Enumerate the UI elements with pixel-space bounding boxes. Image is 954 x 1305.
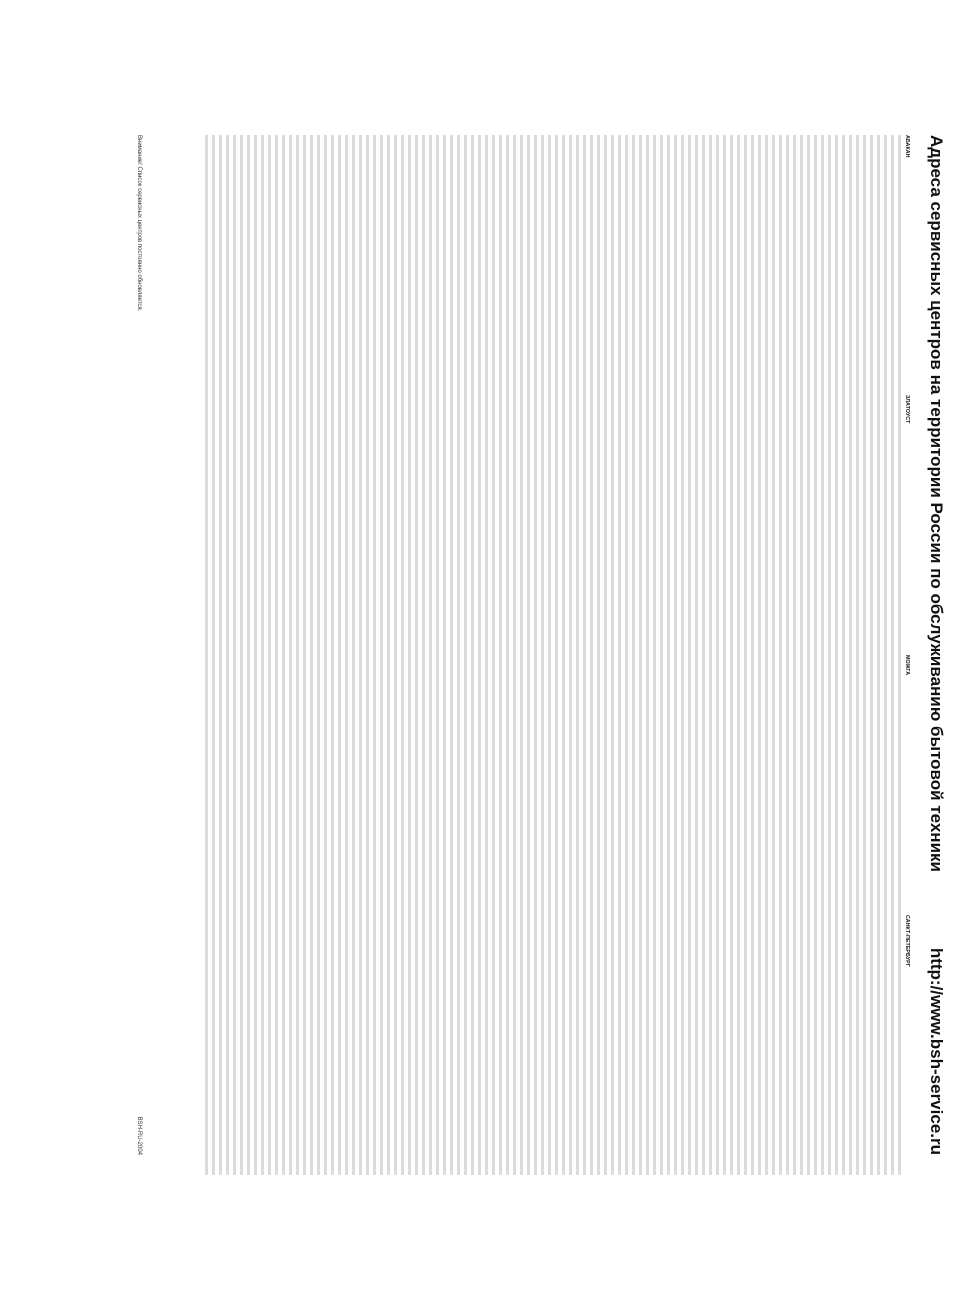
listing-text-block bbox=[201, 655, 901, 915]
list-item bbox=[903, 915, 910, 1175]
listing-column bbox=[145, 915, 910, 1175]
listing-text-block bbox=[201, 135, 901, 395]
listing-text-block bbox=[201, 395, 901, 655]
website-url[interactable]: http://www.bsh-service.ru bbox=[927, 947, 946, 1155]
footer-note: Внимание! Список сервисных центров постоянно обновляется. bbox=[136, 135, 142, 312]
list-item bbox=[903, 395, 910, 655]
city-name: МОЖГА bbox=[904, 655, 910, 676]
page-title: Адреса сервисных центров на территории России по обслуживанию бытовой техники bbox=[927, 135, 946, 872]
listing-column bbox=[145, 395, 910, 655]
list-item bbox=[903, 135, 910, 395]
city-name: ЗЛАТОУСТ bbox=[904, 395, 910, 424]
listing-column bbox=[145, 135, 910, 395]
city-name: САНКТ-ПЕТЕРБУРГ bbox=[904, 915, 910, 967]
list-item bbox=[903, 655, 910, 915]
listing-column bbox=[145, 655, 910, 915]
listing-text-block bbox=[201, 915, 901, 1175]
document-code: BSH-RU-2004 bbox=[136, 1116, 142, 1155]
city-name: АБАКАН bbox=[904, 135, 910, 158]
